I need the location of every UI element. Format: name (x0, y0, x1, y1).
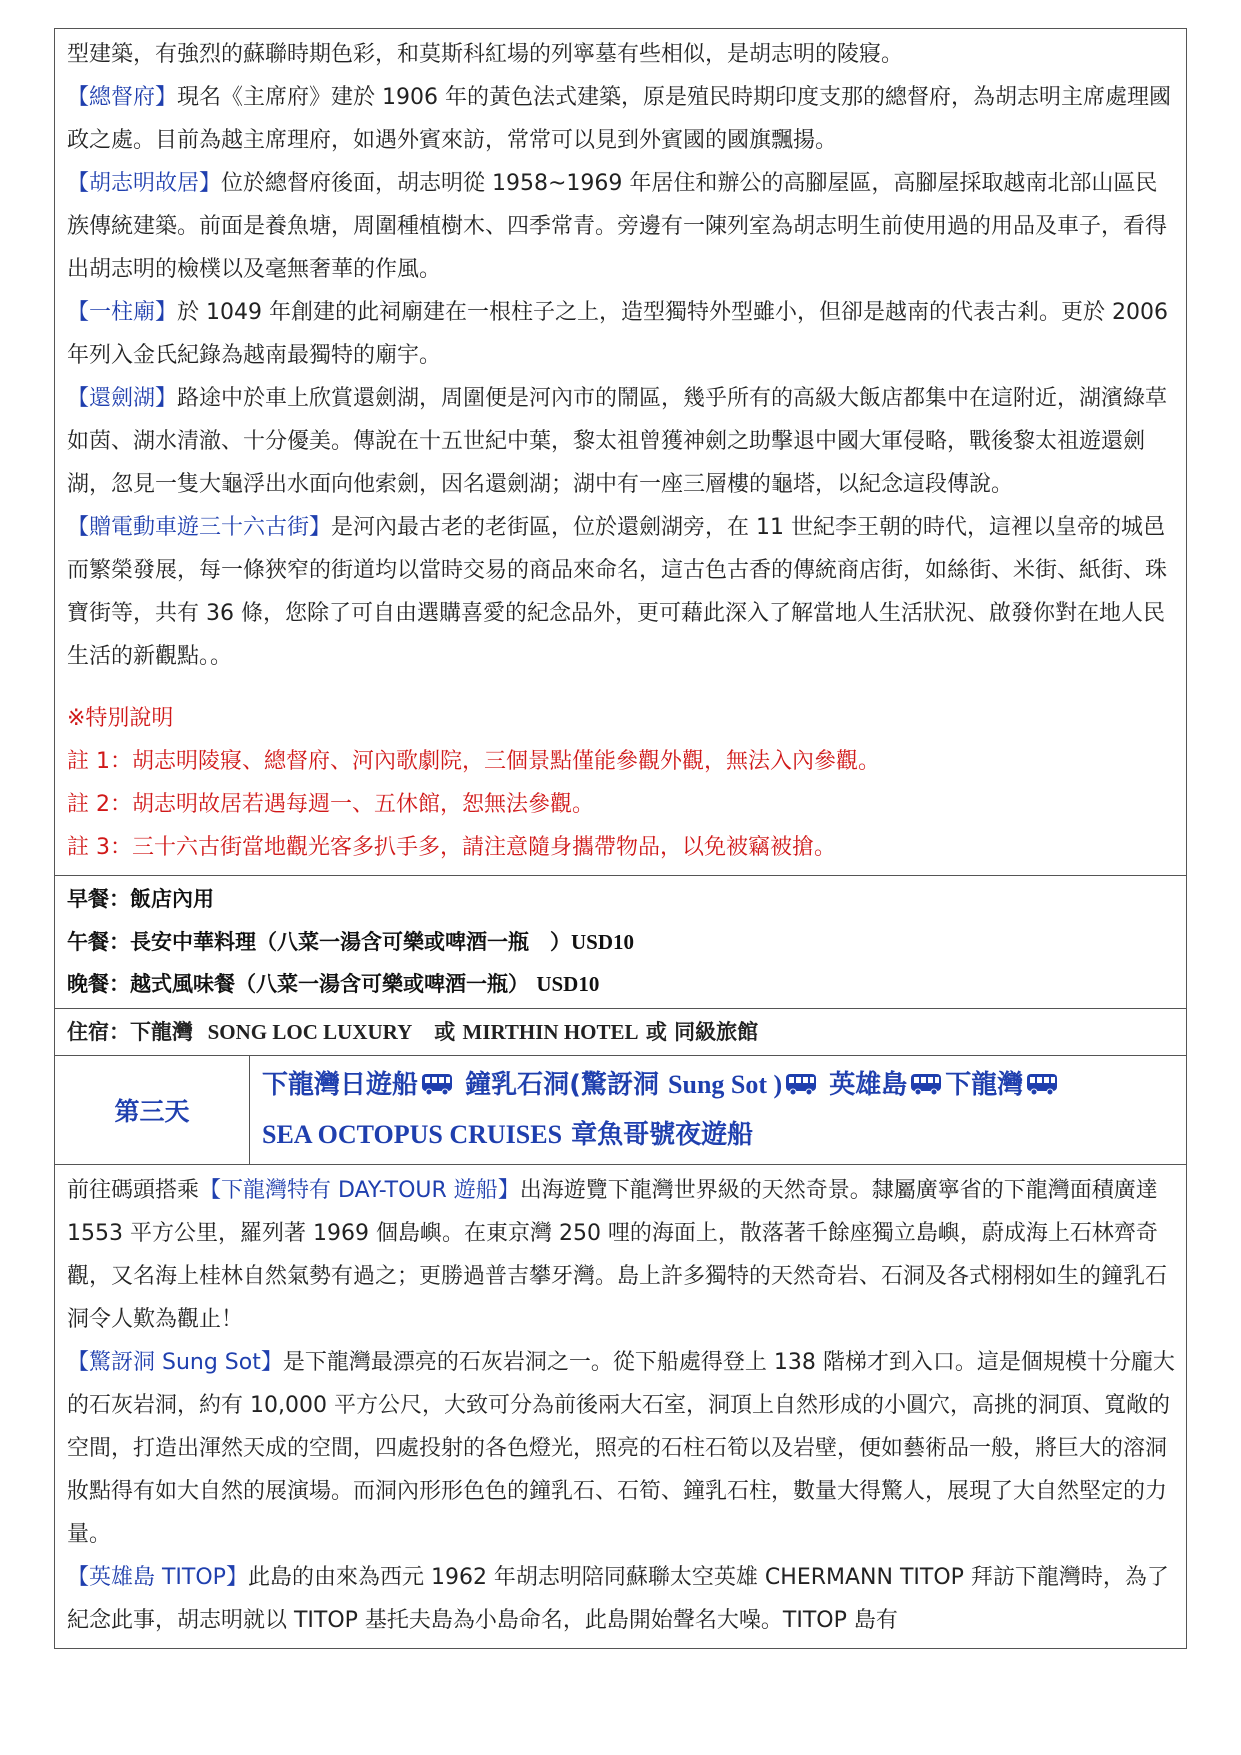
day-title-line-2 (262, 1110, 1176, 1160)
notes-title: ※特別說明 (67, 706, 174, 731)
title-cruise-name: SEA OCTOPUS CRUISES (262, 1119, 563, 1149)
hotel-or-2: 或 (645, 1019, 667, 1044)
titop-text: 此島的由來為西元 1962 年胡志明陪同蘇聯太空英雄 CHERMANN TITOP 拜訪下龍灣時，為了紀念此事，胡志明就以 TITOP 基托夫島為小島命名，此島開始聲名大噪。TITOP 島有 (67, 1564, 1169, 1633)
cave-heading: 【驚訝洞 Sung Sot】 (67, 1349, 283, 1375)
note-2: 註 2：胡志明故居若遇每週一、五休館，恕無法參觀。 (67, 792, 594, 817)
day2-description (54, 28, 1187, 875)
dinner-price: USD10 (536, 972, 600, 996)
pagoda-paragraph (67, 291, 1176, 377)
lunch-text: 午餐：長安中華料理（八菜一湯含可樂或啤酒一瓶 ） (67, 929, 571, 954)
governor-palace-paragraph (67, 76, 1176, 162)
bus-icon (421, 1072, 453, 1096)
day3-description (54, 1164, 1187, 1649)
titop-paragraph (67, 1556, 1176, 1642)
day-title (250, 1056, 1186, 1164)
title-island: 英雄島 (829, 1069, 908, 1100)
residence-text: 位於總督府後面，胡志明從 1958~1969 年居住和辦公的高腳屋區，高腳屋採取越南北部山區民族傳統建築。前面是養魚塘，周圍種植樹木、四季常青。旁邊有一陳列室為胡志明生前使用過的用品及車子，看得出胡志明的檢樸以及毫無奢華的作風。 (67, 171, 1168, 282)
dinner-line (67, 963, 1174, 1006)
dinner-text: 晚餐：越式風味餐（八菜一湯含可樂或啤酒一瓶） (67, 972, 529, 996)
title-cruise: 下龍灣日遊船 (262, 1069, 419, 1100)
lake-text: 路途中於車上欣賞還劍湖，周圍便是河內市的鬧區，幾乎所有的高級大飯店都集中在這附近，湖濱綠草如茵、湖水清澈、十分優美。傳說在十五世紀中葉，黎太祖曾獲神劍之助擊退中國大軍侵略，戰後黎太祖遊還劍湖，忽見一隻大龜浮出水面向他索劍，因名還劍湖；湖中有一座三層樓的龜塔，以紀念這段傳說。 (67, 386, 1168, 497)
old-quarter-paragraph (67, 506, 1176, 678)
cruise-text: 出海遊覽下龍灣世界級的天然奇景。隸屬廣寧省的下龍灣面積廣達 1553 平方公里，羅列著 1969 個島嶼。在東京灣 250 哩的海面上，散落著千餘座獨立島嶼，蔚成海上石林齊奇觀，又名海上桂林自然氣勢有過之；更勝過普吉攀牙灣。島上許多獨特的天然奇岩、石洞及各式栩栩如生的鐘乳石洞令人歎為觀止！ (67, 1177, 1168, 1332)
accommodation-section (54, 1008, 1187, 1055)
mausoleum-text: 型建築，有強烈的蘇聯時期色彩，和莫斯科紅場的列寧墓有些相似，是胡志明的陵寢。 (67, 42, 904, 67)
lunch-price: USD10 (571, 929, 635, 954)
lake-paragraph (67, 377, 1176, 506)
note-1: 註 1：胡志明陵寢、總督府、河內歌劇院，三個景點僅能參觀外觀，無法入內參觀。 (67, 749, 880, 774)
day3-header (54, 1055, 1187, 1164)
old-quarter-heading: 【贈電動車遊三十六古街】 (67, 515, 332, 540)
note-3: 註 3：三十六古街當地觀光客多扒手多，請注意隨身攜帶物品，以免被竊被搶。 (67, 835, 836, 860)
bus-icon (910, 1072, 942, 1096)
hotel-option-1: SONG LOC LUXURY (207, 1019, 413, 1044)
titop-heading: 【英雄島 TITOP】 (67, 1564, 248, 1590)
itinerary-page (54, 28, 1187, 1649)
meals-section (54, 875, 1187, 1008)
title-cave: 鐘乳石洞(驚訝洞 (465, 1069, 659, 1100)
hotel-option-2: MIRTHIN HOTEL (462, 1019, 639, 1044)
residence-paragraph (67, 162, 1176, 291)
lake-heading: 【還劍湖】 (67, 386, 178, 411)
lunch-line (67, 921, 1174, 964)
day-label: 第三天 (55, 1056, 250, 1164)
pagoda-heading: 【一柱廟】 (67, 300, 178, 325)
governor-palace-text: 現名《主席府》建於 1906 年的黃色法式建築，原是殖民時期印度支那的總督府，為胡志明主席處理國政之處。目前為越主席理府，如遇外賓來訪，常常可以見到外賓國的國旗飄揚。 (67, 85, 1171, 153)
hotel-option-3: 同級旅館 (674, 1019, 759, 1044)
spacer (67, 678, 1176, 697)
breakfast-line: 早餐：飯店內用 (67, 887, 214, 911)
cruise-paragraph (67, 1169, 1176, 1341)
day-title-line-1 (262, 1060, 1176, 1110)
title-night-cruise: 章魚哥號夜遊船 (571, 1119, 754, 1150)
cruise-heading: 【下龍灣特有 DAY-TOUR 遊船】 (199, 1177, 520, 1203)
cave-text: 是下龍灣最漂亮的石灰岩洞之一。從下船處得登上 138 階梯才到入口。這是個規模十分龐大的石灰岩洞，約有 10,000 平方公尺，大致可分為前後兩大石室，洞頂上自然形成的小圓穴，高挑的洞頂、寬敞的空間，打造出渾然天成的空間，四處投射的各色燈光，照亮的石柱石筍以及岩壁，便如藝術品一般，將巨大的溶洞妝點得有如大自然的展演場。而洞內形形色色的鐘乳石、石筍、鐘乳石柱，數量大得驚人，展現了大自然堅定的力量。 (67, 1349, 1175, 1547)
cruise-intro: 前往碼頭搭乘 (67, 1177, 200, 1203)
bus-icon (1026, 1072, 1058, 1096)
hotel-or-1: 或 (434, 1019, 456, 1044)
title-bay: 下龍灣 (945, 1069, 1024, 1100)
cave-paragraph (67, 1341, 1176, 1556)
governor-palace-heading: 【總督府】 (67, 85, 178, 110)
pagoda-text: 於 1049 年創建的此祠廟建在一根柱子之上，造型獨特外型雖小，但卻是越南的代表古剎。更於 2006 年列入金氏紀錄為越南最獨特的廟宇。 (67, 300, 1168, 368)
title-cave-en: Sung Sot ) (668, 1069, 783, 1099)
bus-icon (785, 1072, 817, 1096)
old-quarter-text: 是河內最古老的老街區，位於還劍湖旁，在 11 世紀李王朝的時代，這裡以皇帝的城邑而繁榮發展，每一條狹窄的街道均以當時交易的商品來命名，這古色古香的傳統商店街，如絲街、米街、紙街、珠寶街等，共有 36 條，您除了可自由選購喜愛的紀念品外，更可藉此深入了解當地人生活狀況、啟發你對在地人民生活的新觀點。。 (67, 515, 1168, 669)
residence-heading: 【胡志明故居】 (67, 171, 222, 196)
accommodation-label: 住宿：下龍灣 (67, 1019, 193, 1044)
